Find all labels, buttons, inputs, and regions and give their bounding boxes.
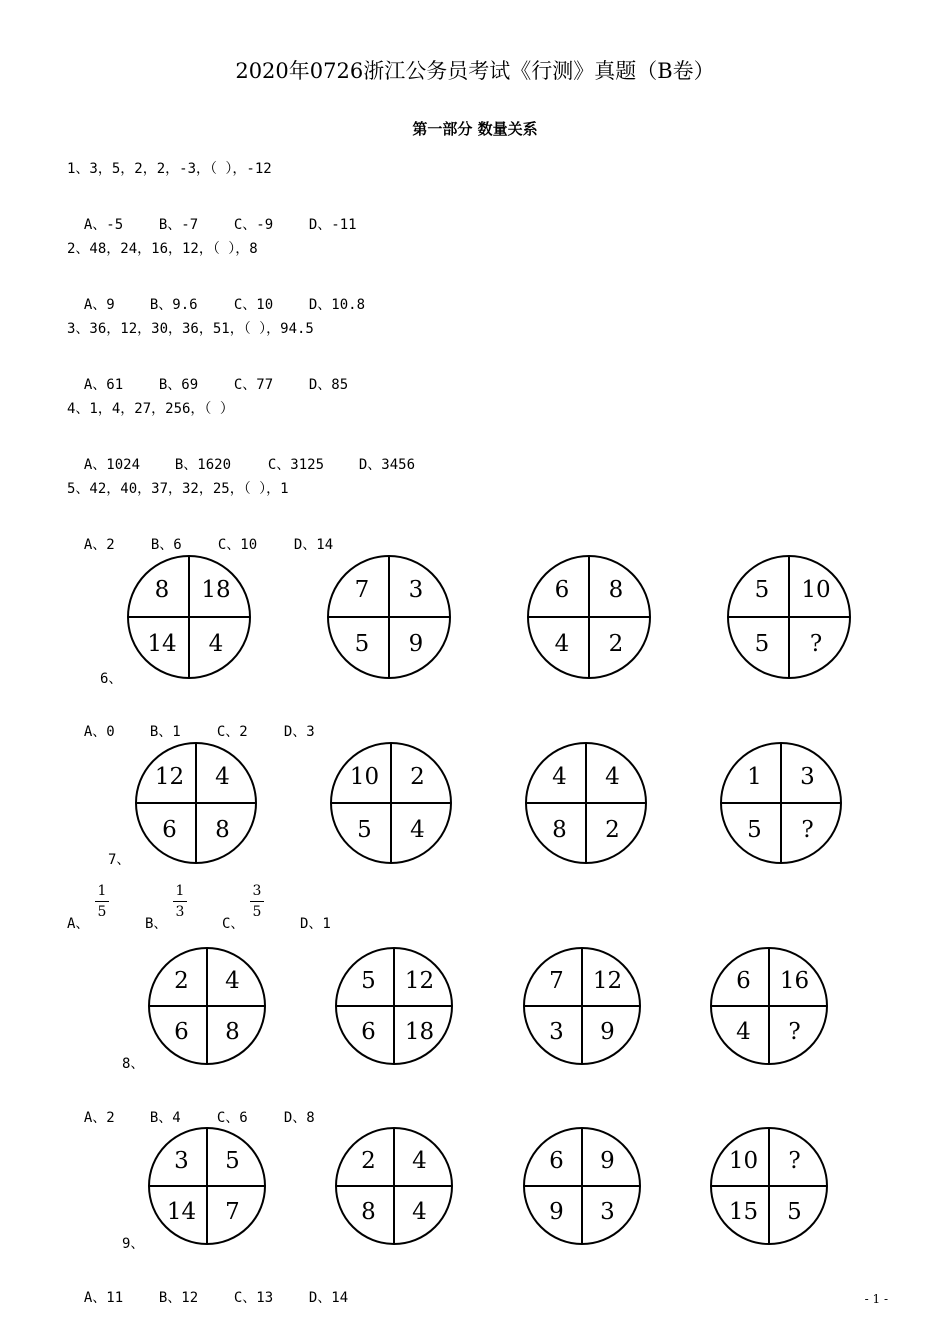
circle-number-bl: 6 bbox=[361, 1018, 376, 1045]
question-6-number: 6、 bbox=[100, 671, 123, 687]
circle-number-br: 7 bbox=[225, 1198, 240, 1225]
circle-number-tr: 3 bbox=[800, 763, 815, 790]
option-b[interactable]: B、9.6 bbox=[149, 297, 198, 313]
circle-number-tl: 2 bbox=[174, 967, 189, 994]
circle-number-br: 4 bbox=[412, 1198, 427, 1225]
number-circle bbox=[335, 947, 453, 1065]
number-circle bbox=[523, 1127, 641, 1245]
circle-number-br: ? bbox=[809, 631, 823, 657]
circle-number-tl: 10 bbox=[728, 1147, 759, 1174]
circle-number-tr: 5 bbox=[225, 1147, 240, 1174]
circle-number-bl: 6 bbox=[162, 816, 177, 843]
option-a[interactable]: A、9 bbox=[83, 297, 115, 313]
circle-number-tl: 3 bbox=[174, 1147, 189, 1174]
circle-number-br: 4 bbox=[410, 816, 425, 843]
number-circle bbox=[710, 1127, 828, 1245]
circle-number-tr: 4 bbox=[605, 763, 620, 790]
number-circle bbox=[727, 555, 851, 679]
circle-number-bl: 14 bbox=[147, 631, 177, 657]
question-8-options bbox=[67, 1091, 315, 1127]
question-5-options bbox=[67, 518, 333, 554]
circle-number-br: 8 bbox=[215, 816, 230, 843]
circle-number-bl: 6 bbox=[174, 1018, 189, 1045]
option-b[interactable]: B、12 bbox=[158, 1290, 199, 1306]
option-b[interactable]: B、1620 bbox=[174, 457, 232, 473]
circle-number-tl: 1 bbox=[747, 763, 762, 790]
circle-number-tr: 8 bbox=[608, 577, 624, 603]
option-d[interactable]: D、1 bbox=[300, 916, 331, 932]
circle-number-tl: 5 bbox=[361, 967, 376, 994]
fraction-b bbox=[173, 883, 187, 920]
fraction-numerator: 1 bbox=[97, 883, 107, 899]
circle-number-tl: 8 bbox=[154, 577, 170, 603]
number-circle bbox=[148, 947, 266, 1065]
number-circle bbox=[330, 742, 452, 864]
circle-number-bl: 4 bbox=[554, 631, 570, 657]
circle-number-br: 9 bbox=[408, 631, 424, 657]
option-a[interactable]: A、1024 bbox=[83, 457, 141, 473]
circle-number-tl: 6 bbox=[549, 1147, 564, 1174]
option-c[interactable]: C、10 bbox=[217, 537, 258, 553]
option-d[interactable]: D、3456 bbox=[358, 457, 416, 473]
circle-number-tr: 12 bbox=[404, 967, 435, 994]
question-1-stem: 1、3，5，2，2，-3，（ ），-12 bbox=[67, 161, 272, 177]
number-circle bbox=[720, 742, 842, 864]
circle-number-br: 5 bbox=[787, 1198, 802, 1225]
option-c[interactable]: C、77 bbox=[233, 377, 274, 393]
option-b[interactable]: B、1 bbox=[149, 724, 181, 740]
option-c[interactable]: C、13 bbox=[233, 1290, 274, 1306]
circle-number-br: 2 bbox=[605, 816, 620, 843]
option-d[interactable]: D、14 bbox=[293, 537, 334, 553]
option-d[interactable]: D、-11 bbox=[308, 217, 357, 233]
option-b[interactable]: B、4 bbox=[149, 1110, 181, 1126]
number-circle bbox=[523, 947, 641, 1065]
circle-number-bl: 9 bbox=[549, 1198, 564, 1225]
question-6-options bbox=[67, 705, 315, 741]
fraction-c bbox=[250, 883, 264, 920]
option-a[interactable]: A、 bbox=[67, 916, 90, 932]
circle-number-tl: 7 bbox=[354, 577, 370, 603]
question-3-stem: 3、36，12，30，36，51，（ ），94.5 bbox=[67, 321, 314, 337]
fraction-numerator: 1 bbox=[175, 883, 185, 899]
circle-number-tl: 2 bbox=[361, 1147, 376, 1174]
circle-number-tr: 4 bbox=[225, 967, 240, 994]
circle-number-tl: 12 bbox=[154, 763, 185, 790]
circle-number-bl: 3 bbox=[549, 1018, 564, 1045]
circle-number-tr: 2 bbox=[410, 763, 425, 790]
question-8-number: 8、 bbox=[122, 1056, 145, 1072]
circle-number-tr: 4 bbox=[412, 1147, 427, 1174]
fraction-a bbox=[95, 883, 109, 920]
circle-number-bl: 5 bbox=[747, 816, 762, 843]
option-c[interactable]: C、3125 bbox=[267, 457, 325, 473]
circle-number-br: 3 bbox=[600, 1198, 615, 1225]
option-d[interactable]: D、3 bbox=[283, 724, 315, 740]
circle-number-br: 2 bbox=[608, 631, 624, 657]
option-d[interactable]: D、8 bbox=[283, 1110, 315, 1126]
question-2-options bbox=[67, 278, 365, 314]
option-c[interactable]: C、2 bbox=[216, 724, 248, 740]
option-c[interactable]: C、-9 bbox=[233, 217, 274, 233]
option-a[interactable]: A、-5 bbox=[83, 217, 124, 233]
fraction-denominator: 5 bbox=[97, 904, 107, 920]
circle-number-br: 4 bbox=[208, 631, 224, 657]
option-b[interactable]: B、-7 bbox=[158, 217, 199, 233]
option-a[interactable]: A、2 bbox=[83, 1110, 115, 1126]
circle-number-tl: 6 bbox=[736, 967, 751, 994]
question-2-stem: 2、48，24，16，12，（ ），8 bbox=[67, 241, 258, 257]
fraction-bar bbox=[95, 901, 109, 902]
option-b[interactable]: B、 bbox=[145, 916, 168, 932]
circle-number-tr: 18 bbox=[201, 577, 231, 603]
number-circle bbox=[335, 1127, 453, 1245]
option-d[interactable]: D、85 bbox=[308, 377, 349, 393]
option-b[interactable]: B、6 bbox=[150, 537, 182, 553]
circle-number-bl: 8 bbox=[361, 1198, 376, 1225]
question-7-number: 7、 bbox=[108, 852, 131, 868]
circle-number-bl: 5 bbox=[357, 816, 372, 843]
circle-number-br: 18 bbox=[404, 1018, 435, 1045]
question-4-options bbox=[67, 438, 415, 474]
circle-number-tl: 10 bbox=[349, 763, 380, 790]
circle-number-tl: 5 bbox=[754, 577, 770, 603]
option-b[interactable]: B、69 bbox=[158, 377, 199, 393]
number-circle bbox=[127, 555, 251, 679]
circle-number-tr: 9 bbox=[600, 1147, 615, 1174]
fraction-denominator: 5 bbox=[252, 904, 262, 920]
circle-number-br: 9 bbox=[600, 1018, 615, 1045]
number-circle bbox=[710, 947, 828, 1065]
fraction-numerator: 3 bbox=[252, 883, 262, 899]
circle-number-br: ? bbox=[788, 1018, 801, 1045]
circle-number-br: 8 bbox=[225, 1018, 240, 1045]
circle-number-tl: 6 bbox=[554, 577, 570, 603]
option-a[interactable]: A、2 bbox=[83, 537, 115, 553]
option-a[interactable]: A、61 bbox=[83, 377, 124, 393]
option-a[interactable]: A、11 bbox=[83, 1290, 124, 1306]
fraction-denominator: 3 bbox=[175, 904, 185, 920]
circle-number-tr: 10 bbox=[801, 577, 831, 603]
question-4-stem: 4、1，4，27，256，（ ） bbox=[67, 401, 234, 417]
circle-number-tr: 12 bbox=[592, 967, 623, 994]
circle-number-bl: 5 bbox=[754, 631, 770, 657]
fraction-bar bbox=[173, 901, 187, 902]
circle-number-tr: 4 bbox=[215, 763, 230, 790]
option-c[interactable]: C、10 bbox=[233, 297, 274, 313]
circle-number-bl: 15 bbox=[728, 1198, 759, 1225]
number-circle bbox=[525, 742, 647, 864]
circle-number-tl: 7 bbox=[549, 967, 564, 994]
option-a[interactable]: A、0 bbox=[83, 724, 115, 740]
question-3-options bbox=[67, 358, 348, 394]
option-c[interactable]: C、 bbox=[222, 916, 245, 932]
circle-number-tr: 16 bbox=[779, 967, 810, 994]
question-9-number: 9、 bbox=[122, 1236, 145, 1252]
number-circle bbox=[135, 742, 257, 864]
circle-number-tr: 3 bbox=[408, 577, 424, 603]
circle-number-bl: 5 bbox=[354, 631, 370, 657]
section-heading: 第一部分 数量关系 bbox=[412, 120, 538, 138]
circle-number-br: ? bbox=[801, 816, 814, 843]
page-title: 2020年0726浙江公务员考试《行测》真题（B卷） bbox=[235, 59, 715, 83]
number-circle bbox=[527, 555, 651, 679]
question-1-options bbox=[67, 198, 357, 234]
number-circle bbox=[327, 555, 451, 679]
option-d[interactable]: D、14 bbox=[308, 1290, 349, 1306]
circle-number-bl: 14 bbox=[166, 1198, 197, 1225]
option-d[interactable]: D、10.8 bbox=[308, 297, 366, 313]
circle-number-tr: ? bbox=[788, 1147, 801, 1174]
page-number: - 1 - bbox=[864, 1292, 888, 1306]
circle-number-bl: 8 bbox=[552, 816, 567, 843]
circle-number-tl: 4 bbox=[552, 763, 567, 790]
question-9-options bbox=[67, 1271, 348, 1307]
option-c[interactable]: C、6 bbox=[216, 1110, 248, 1126]
circle-number-bl: 4 bbox=[736, 1018, 751, 1045]
question-5-stem: 5、42，40，37，32，25，（ ），1 bbox=[67, 481, 289, 497]
number-circle bbox=[148, 1127, 266, 1245]
fraction-bar bbox=[250, 901, 264, 902]
